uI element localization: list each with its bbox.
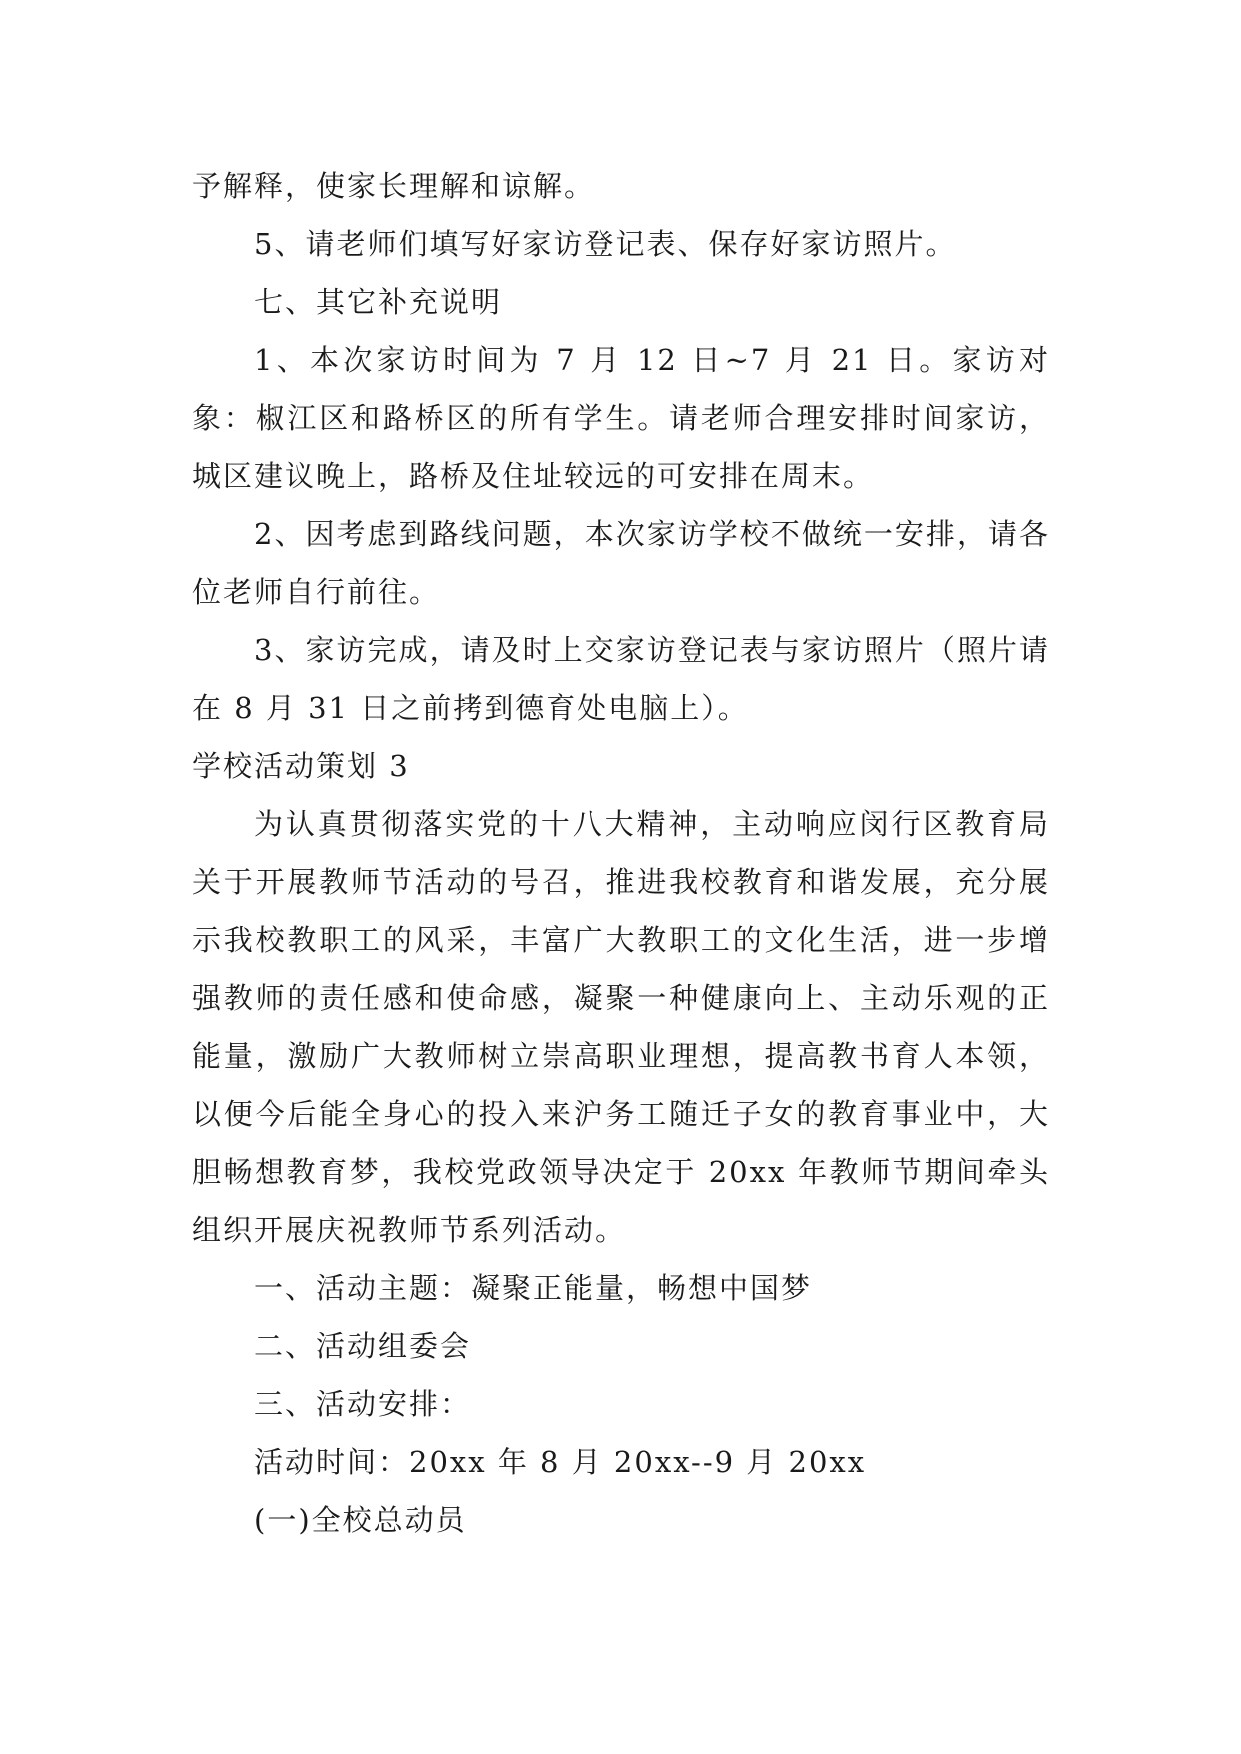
section-heading-theme: 一、活动主题：凝聚正能量，畅想中国梦: [254, 1271, 813, 1305]
paragraph-item-3: 3、家访完成，请及时上交家访登记表与家访照片（照片请在 8 月 31 日之前拷到德育处电脑上）。: [192, 633, 1050, 725]
section-heading-committee: 二、活动组委会: [254, 1329, 472, 1363]
paragraph-item-5: 5、请老师们填写好家访登记表、保存好家访照片。: [254, 227, 957, 261]
paragraph-item-2: 2、因考虑到路线问题，本次家访学校不做统一安排，请各位老师自行前往。: [192, 517, 1050, 609]
paragraph-activity-time: 活动时间：20xx 年 8 月 20xx--9 月 20xx: [254, 1445, 867, 1479]
subsection-heading-1: (一)全校总动员: [254, 1503, 467, 1537]
section-heading-arrangement: 三、活动安排：: [254, 1387, 472, 1421]
section-heading-7: 七、其它补充说明: [254, 285, 503, 319]
document-section-title: 学校活动策划 3: [192, 749, 410, 783]
paragraph-item-1: 1、本次家访时间为 7 月 12 日~7 月 21 日。家访对象：椒江区和路桥区的所有学生。请老师合理安排时间家访，城区建议晚上，路桥及住址较远的可安排在周末。: [192, 343, 1050, 493]
paragraph-intro: 为认真贯彻落实党的十八大精神，主动响应闵行区教育局关于开展教师节活动的号召，推进我校教育和谐发展，充分展示我校教职工的风采，丰富广大教职工的文化生活，进一步增强教师的责任感和使命感，凝聚一种健康向上、主动乐观的正能量，激励广大教师树立崇高职业理想，提高教书育人本领，以便今后能全身心的投入来沪务工随迁子女的教育事业中，大胆畅想教育梦，我校党政领导决定于 20xx 年教师节期间牵头组织开展庆祝教师节系列活动。: [192, 807, 1050, 1247]
paragraph-continuation: 予解释，使家长理解和谅解。: [192, 169, 596, 203]
document-body: [192, 157, 1050, 1549]
